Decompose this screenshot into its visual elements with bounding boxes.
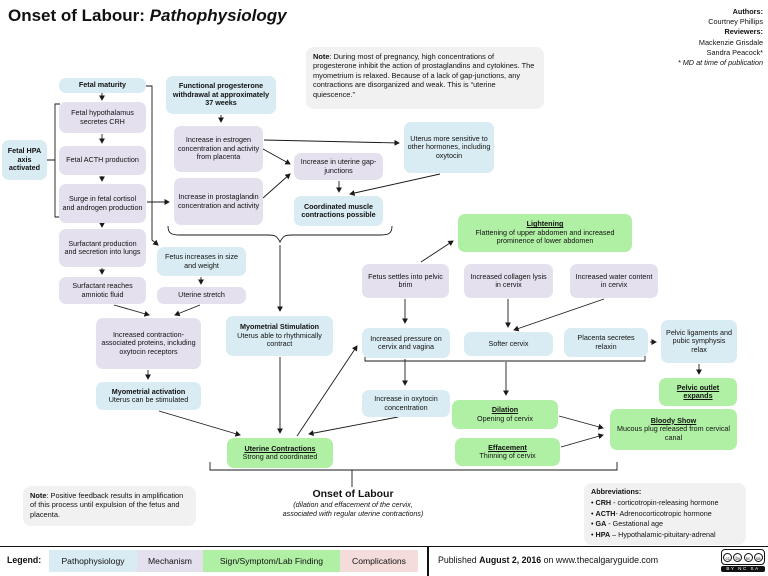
node-body: Increase in prostaglandin concentration and activity xyxy=(177,192,260,210)
cc-by-icon: by xyxy=(733,553,742,562)
abbreviations-label: Abbreviations: xyxy=(591,487,642,496)
node-head: Functional progesterone withdrawal at approximately 37 weeks xyxy=(172,81,270,108)
node-body: Uterus more sensitive to other hormones, including oxytocin xyxy=(407,133,491,160)
abbr-term: HPA xyxy=(595,530,611,540)
node-body: Pelvic ligaments and pubic symphysis relax xyxy=(666,327,732,354)
node-fetus-increases xyxy=(157,247,246,276)
cc-nc-icon: nc xyxy=(744,553,753,562)
node-progesterone-withdrawal xyxy=(166,76,276,114)
node-myometrial-stimulation xyxy=(226,316,333,356)
onset-of-labour-caption xyxy=(255,488,451,519)
node-body: Fetal hypothalamus secretes CRH xyxy=(71,108,134,126)
published-date: August 2, 2016 xyxy=(479,555,542,565)
node-surfactant-amniotic xyxy=(59,277,146,304)
top-note-body: : During most of pregnancy, high concentrations of progesterone inhibit the action of prostaglandins and cytokines. The myometrium is relaxed. Because of a lack of gap-junctions, any contractions are disorganized and weak. This is “uterine quiescence.” xyxy=(313,52,535,99)
node-head: Myometrial activation xyxy=(111,386,186,396)
reviewer-name: Sandra Peacock* xyxy=(706,47,763,57)
node-softer-cervix xyxy=(464,332,553,356)
node-dilation xyxy=(452,400,558,429)
node-head: Lightening xyxy=(526,219,564,229)
cc-icon: cc xyxy=(723,553,732,562)
node-head: Uterine Contractions xyxy=(244,443,316,453)
node-body: Placenta secretes relaxin xyxy=(577,333,635,351)
node-lightening xyxy=(458,214,632,252)
node-body: Fetal ACTH production xyxy=(66,155,139,165)
abbr-rest: - corticotropin-releasing hormone xyxy=(611,497,719,507)
node-body: Surfactant production and secretion into lungs xyxy=(64,238,141,256)
abbreviation-item xyxy=(591,498,739,509)
abbreviation-item xyxy=(591,519,739,530)
bottom-note-text xyxy=(30,491,183,519)
published-site: on www.thecalgaryguide.com xyxy=(541,555,659,565)
node-increased-pressure xyxy=(362,328,450,358)
node-body: Thinning of cervix xyxy=(479,451,536,460)
node-head: Coordinated muscle contractions possible xyxy=(301,201,376,219)
legend-divider xyxy=(427,547,429,576)
legend-item-pathophysiology: Pathophysiology xyxy=(49,550,137,572)
node-placenta-relaxin xyxy=(564,328,648,357)
node-oxytocin-increase xyxy=(362,390,450,417)
node-head: Bloody Show xyxy=(650,415,697,425)
authors-label: Authors: xyxy=(732,7,763,16)
cc-license-badge xyxy=(721,549,765,574)
legend-item-complications: Complications xyxy=(340,550,418,572)
node-head: Fetal maturity xyxy=(78,80,127,90)
node-water-content xyxy=(570,264,658,298)
abbreviations-box xyxy=(584,483,746,545)
node-body: Surfactant reaches amniotic fluid xyxy=(72,281,133,299)
node-body: Surge in fetal cortisol and androgen production xyxy=(62,194,143,212)
publish-info xyxy=(438,555,658,565)
node-body: Strong and coordinated xyxy=(242,452,318,461)
onset-subtext: associated with regular uterine contractions) xyxy=(282,509,424,519)
node-bloody-show xyxy=(610,409,737,450)
published-prefix: Published xyxy=(438,555,480,565)
node-estrogen-increase xyxy=(174,126,263,172)
cc-license-icons xyxy=(721,549,765,565)
node-body: Softer cervix xyxy=(488,338,529,348)
abbr-rest: - Gestational age xyxy=(606,519,664,529)
reviewer-name: Mackenzie Grisdale xyxy=(698,37,763,47)
abbr-term: ACTH xyxy=(595,508,616,518)
node-uterus-sensitive xyxy=(404,122,494,173)
credits-footnote: * MD at time of publication xyxy=(677,58,763,68)
node-fetal-acth xyxy=(59,146,146,175)
node-body: Increase in uterine gap-junctions xyxy=(300,157,377,175)
abbreviation-item xyxy=(591,530,739,541)
node-uterine-contractions xyxy=(227,438,333,468)
abbr-rest: – Hypothalamic-pituitary-adrenal xyxy=(610,530,716,540)
page-title xyxy=(8,6,287,26)
author-name: Courtney Phillips xyxy=(708,17,763,27)
node-body: Increase in estrogen concentration and activity from placenta xyxy=(177,135,260,162)
onset-heading: Onset of Labour xyxy=(312,488,394,500)
node-collagen-lysis xyxy=(464,264,553,298)
bottom-note-body: : Positive feedback results in amplification of this process until expulsion of the fetus and placenta. xyxy=(30,491,184,519)
page-title-accent: Pathophysiology xyxy=(149,6,287,25)
node-coordinated-contractions xyxy=(294,196,383,226)
bottom-note-label: Note xyxy=(30,491,47,500)
top-note-text xyxy=(313,52,534,99)
node-body: Increased pressure on cervix and vagina xyxy=(370,333,442,351)
legend-item-mechanism: Mechanism xyxy=(137,550,203,572)
node-body: Increased contraction-associated proteins, including oxytocin receptors xyxy=(101,329,196,356)
node-surge-cortisol xyxy=(59,184,146,223)
reviewers-label: Reviewers: xyxy=(724,27,763,37)
top-note xyxy=(306,47,544,109)
node-fetus-settles xyxy=(362,264,449,298)
node-head: Myometrial Stimulation xyxy=(239,322,320,332)
onset-subtext: (dilation and effacement of the cervix, xyxy=(293,500,413,509)
abbr-rest: - Adrenocorticotropic hormone xyxy=(615,508,712,518)
page-title-main: Onset of Labour: xyxy=(8,6,150,25)
node-gap-junctions xyxy=(294,153,383,180)
node-body: Fetus settles into pelvic brim xyxy=(368,271,443,289)
node-body: Flattening of upper abdomen and increased prominence of lower abdomen xyxy=(475,227,615,246)
node-head: Fetal HPA axis activated xyxy=(7,146,42,173)
legend-label: Legend: xyxy=(7,555,42,565)
credits-block xyxy=(678,7,763,68)
node-head: Effacement xyxy=(488,442,527,452)
node-body: Increased collagen lysis in cervix xyxy=(470,271,547,289)
legend-bar xyxy=(0,546,768,576)
node-pelvic-ligaments xyxy=(661,320,737,363)
top-note-label: Note xyxy=(313,52,330,61)
node-head: Pelvic outlet expands xyxy=(676,382,720,400)
node-body: Increased water content in cervix xyxy=(575,271,653,289)
node-surfactant-production xyxy=(59,229,146,267)
node-fetal-hpa-axis xyxy=(2,140,47,180)
node-myometrial-activation xyxy=(96,382,201,410)
node-body: Fetus increases in size and weight xyxy=(164,252,239,270)
node-body: Uterus can be stimulated xyxy=(108,395,189,404)
cc-license-caption: BY NC SA xyxy=(721,566,765,572)
node-body: Opening of cervix xyxy=(477,413,533,423)
node-prostaglandin-increase xyxy=(174,178,263,225)
bottom-note xyxy=(23,486,196,526)
node-body: Uterus able to rhythmically contract xyxy=(237,330,322,349)
node-head: Dilation xyxy=(491,405,519,415)
node-contraction-proteins xyxy=(96,318,201,369)
abbreviation-item xyxy=(591,509,739,520)
node-fetal-hypothalamus xyxy=(59,102,146,133)
node-body: Mucous plug released from cervical canal xyxy=(616,424,731,442)
node-body: Uterine stretch xyxy=(178,290,225,300)
node-pelvic-outlet xyxy=(659,378,737,406)
node-body: Increase in oxytocin concentration xyxy=(374,394,438,412)
node-uterine-stretch xyxy=(157,287,246,304)
legend-item-sign-symptom: Sign/Symptom/Lab Finding xyxy=(203,550,340,572)
node-fetal-maturity xyxy=(59,78,146,93)
abbr-term: GA xyxy=(595,519,607,529)
abbr-term: CRH xyxy=(595,497,612,507)
node-effacement xyxy=(455,438,560,466)
cc-sa-icon: sa xyxy=(754,553,763,562)
